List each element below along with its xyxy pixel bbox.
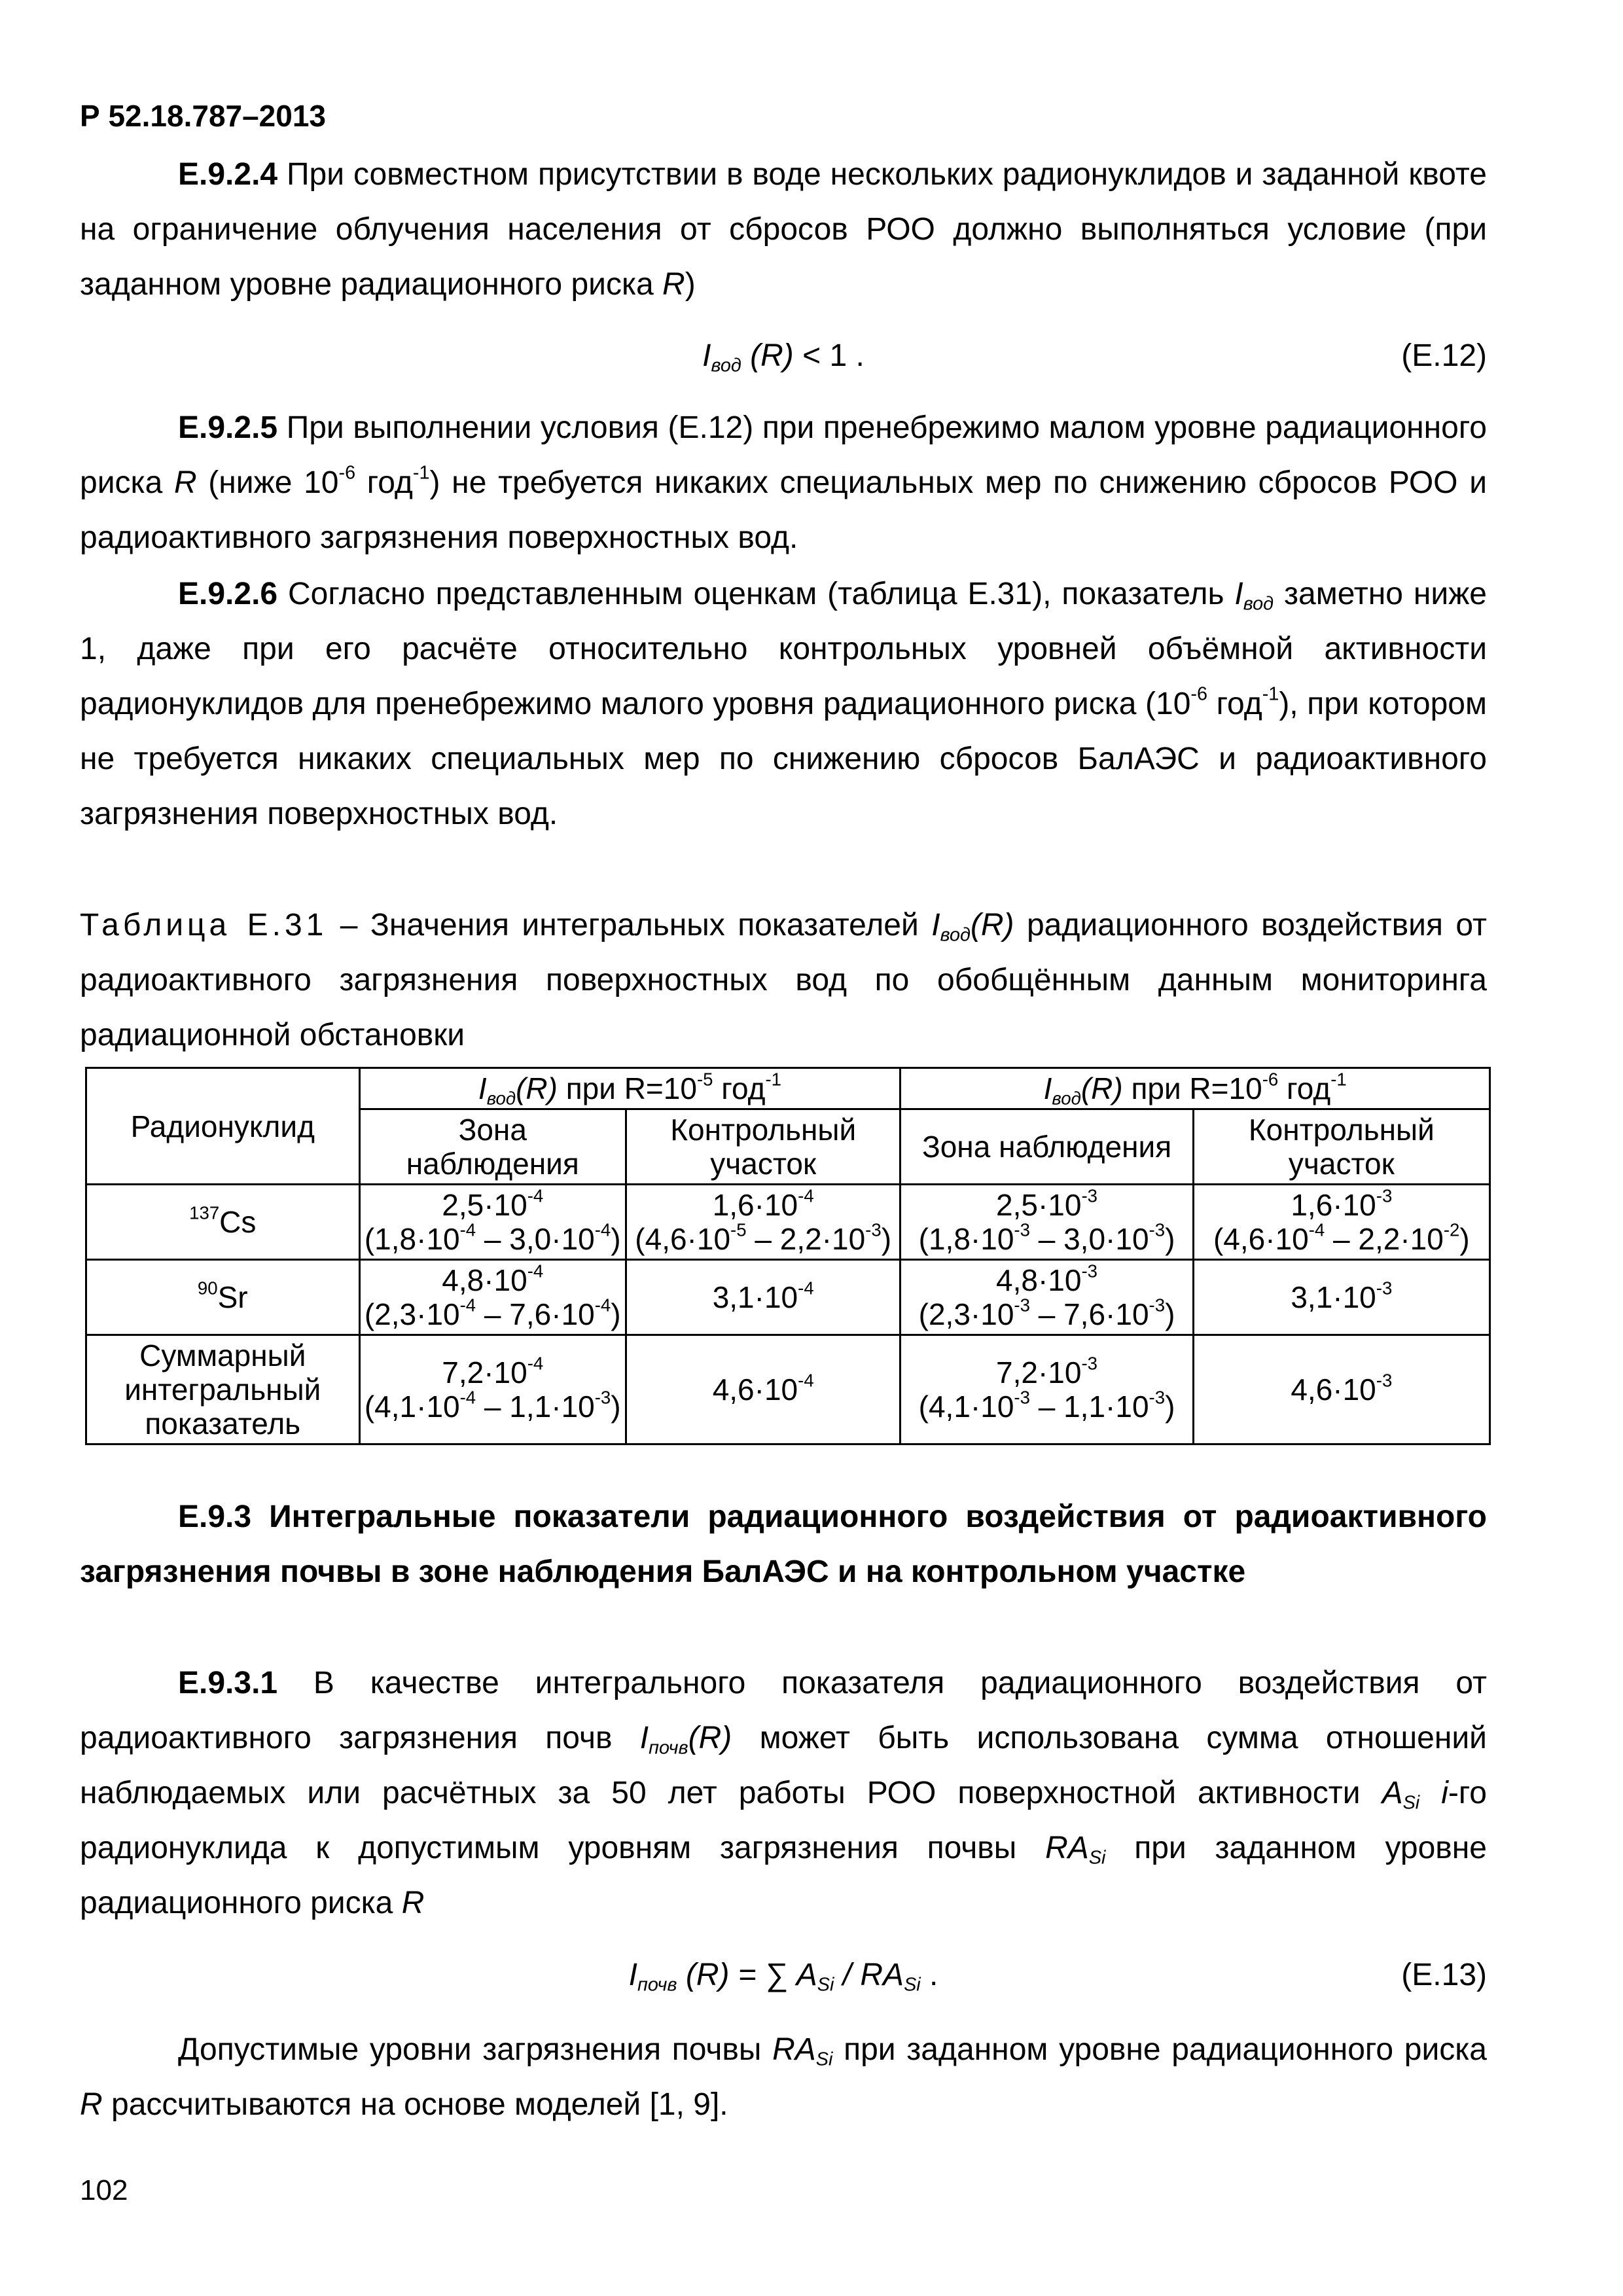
header-group-r5: $I_{вод}(R)$ при $R=10^{-5}$ год$^{-1}$ [359,1068,901,1109]
table-caption: Таблица Е.31 – Значения интегральных показателей $I_{вод}(R)$ радиационного воздействия от радиоактивного загрязнения поверхностных вод по обобщённым данным мониторинга радиационной обстановки [80,908,1488,1052]
nuclide-cell: $^{137}$Cs [86,1185,360,1260]
header-zone: Зона наблюдения [359,1109,626,1185]
clause-number: Е.9.2.6 [178,577,278,611]
formula-expression: $I_{почв}$ (R) = ∑ $A_{Si} / RA_{Si}$ . [628,1958,938,1996]
table-label: Таблица Е.31 [80,908,328,942]
formula-e13 [80,1948,1487,2003]
value-cell: $4,8\cdot 10^{-3}$ $(2,3\cdot 10^{-3} - 7,6\cdot 10^{-3})$ [901,1260,1193,1335]
clause-number: Е.9.2.5 [178,410,278,445]
nuclide-cell: $^{90}$Sr [86,1260,360,1335]
table-header-row [86,1068,1490,1109]
table-row [86,1260,1490,1335]
header-control: Контрольный участок [626,1109,900,1185]
paragraph-text: При совместном присутствии в воде нескольких радионуклидов и заданной квоте на ограничение облучения населения от сбросов РОО должно выполняться условие (при заданном уровне радиационного риска [80,157,1487,302]
clause-number: Е.9.3.1 [178,1666,278,1700]
nuclide-cell: Суммарный интегральный показатель [86,1335,360,1444]
value-cell: $3,1\cdot 10^{-4}$ [626,1260,900,1335]
value-cell: $2,5\cdot 10^{-4}$ $(1,8\cdot 10^{-4} - 3,0\cdot 10^{-4})$ [359,1185,626,1260]
section-number: Е.9.3 [178,1499,252,1534]
section-heading-e93 [80,1490,1487,1600]
formula-number: (Е.13) [1401,1958,1487,1992]
table-row [86,1185,1490,1260]
formula-expression: $I_{вод}$ (R) < 1 . [702,338,865,376]
paragraph-e925: Е.9.2.5 При выполнении условия (Е.12) при пренебрежимо малом уровне радиационного риска R (ниже $10^{-6}$ год$^{-1}$) не требуется никаких специальных мер по снижению сбросов РОО и радиоактивного загрязнения поверхностных вод. [80,410,1488,555]
table-row [86,1335,1490,1444]
paragraph-e926: Е.9.2.6 Согласно представленным оценкам (таблица Е.31), показатель $I_{вод}$ заметно ниже 1, даже при его расчёте относительно контрольных уровней объёмной активности радионуклидов для пренебрежимо малого уровня радиационного риска ($10^{-6}$ год$^{-1}$), при котором не требуется никаких специальных мер по снижению сбросов БалАЭС и радиоактивного загрязнения поверхностных вод. [80,577,1488,831]
value-cell: $4,6\cdot 10^{-3}$ [1193,1335,1489,1444]
page-number: 102 [80,2174,128,2206]
paragraph-text: ) [685,267,696,302]
value-cell: $4,6\cdot 10^{-4}$ [626,1335,900,1444]
document-code: Р 52.18.787–2013 [80,99,327,133]
header-radionuclide: Радионуклид [86,1068,360,1185]
risk-variable: R [662,267,685,302]
formula-e12 [80,329,1487,384]
paragraph-e924 [80,147,1487,312]
value-cell: $4,8\cdot 10^{-4}$ $(2,3\cdot 10^{-4} - 7,6\cdot 10^{-4})$ [359,1260,626,1335]
section-title: Интегральные показатели радиационного воздействия от радиоактивного загрязнения почвы в зоне наблюдения БалАЭС и на контрольном участке [80,1499,1487,1589]
table-e31 [85,1067,1491,1445]
value-cell: $7,2\cdot 10^{-3}$ $(4,1\cdot 10^{-3} - 1,1\cdot 10^{-3})$ [901,1335,1193,1444]
formula-number: (Е.12) [1401,338,1487,373]
value-cell: $7,2\cdot 10^{-4}$ $(4,1\cdot 10^{-4} - 1,1\cdot 10^{-3})$ [359,1335,626,1444]
paragraph-final: Допустимые уровни загрязнения почвы $RA_{Si}$ при заданном уровне радиационного риска R рассчитываются на основе моделей [1, 9]. [80,2032,1487,2122]
clause-number: Е.9.2.4 [178,157,278,192]
header-control: Контрольный участок [1193,1109,1489,1185]
header-zone: Зона наблюдения [901,1109,1193,1185]
paragraph-e931: Е.9.3.1 В качестве интегрального показателя радиационного воздействия от радиоактивного загрязнения почв $I_{почв}(R)$ может быть использована сумма отношений наблюдаемых или расчётных за 50 лет работы РОО поверхностной активности $A_{Si}$ i-го радионуклида к допустимым уровням загрязнения почвы $RA_{Si}$ при заданном уровне радиационного риска R [80,1666,1487,1920]
value-cell: $1,6\cdot 10^{-4}$ $(4,6\cdot 10^{-5} - 2,2\cdot 10^{-3})$ [626,1185,900,1260]
value-cell: $2,5\cdot 10^{-3}$ $(1,8\cdot 10^{-3} - 3,0\cdot 10^{-3})$ [901,1185,1193,1260]
value-cell: $3,1\cdot 10^{-3}$ [1193,1260,1489,1335]
header-group-r6: $I_{вод}(R)$ при $R=10^{-6}$ год$^{-1}$ [901,1068,1490,1109]
value-cell: $1,6\cdot 10^{-3}$ $(4,6\cdot 10^{-4} - 2,2\cdot 10^{-2})$ [1193,1185,1489,1260]
